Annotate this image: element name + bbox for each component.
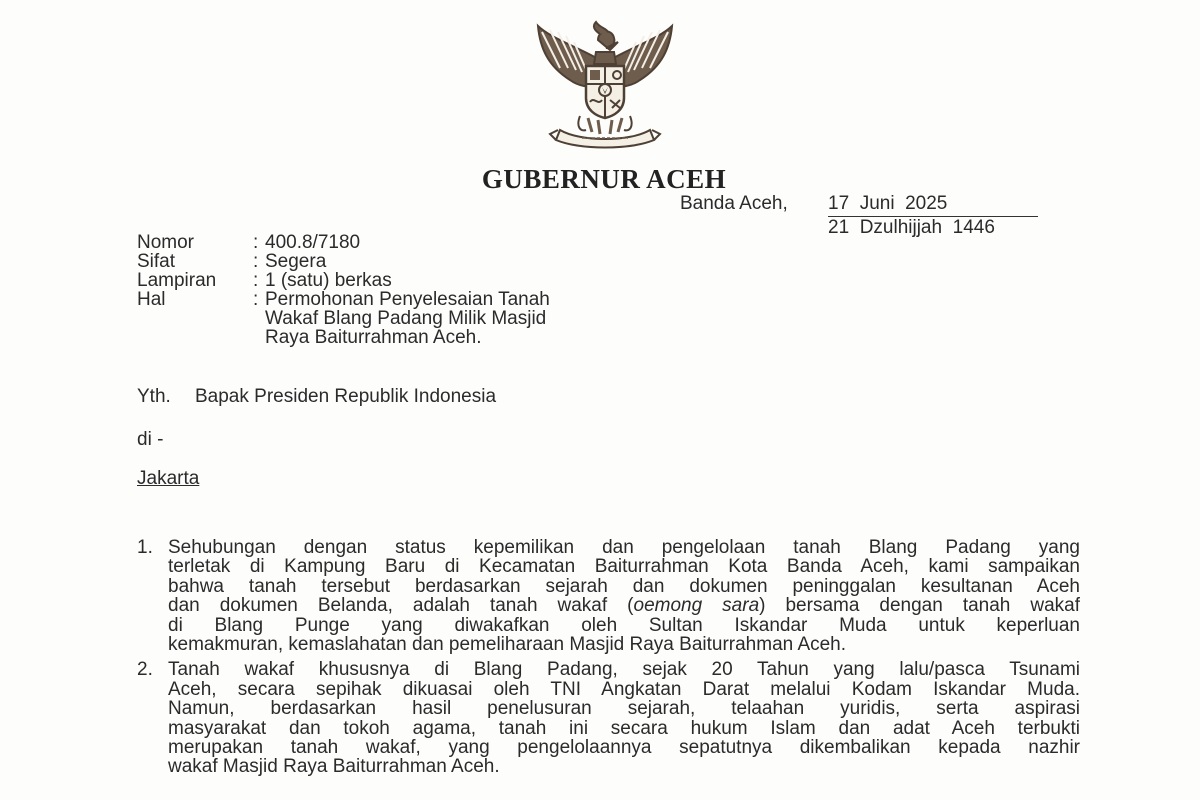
- paragraph-line: wakaf Masjid Raya Baiturrahman Aceh.: [168, 757, 500, 777]
- italic-term: oemong sara: [633, 596, 760, 616]
- meta-value-line: Segera: [265, 251, 327, 272]
- paragraph-line: [168, 596, 1080, 615]
- paragraph-line: masyarakat dan tokoh agama, tanah ini secara hukum Islam dan adat Aceh terbukti: [168, 718, 1080, 738]
- gregorian-date: 17 Juni 2025: [828, 193, 1038, 217]
- meta-value: [265, 271, 665, 290]
- paragraph-line: Namun, berdasarkan hasil penelusuran sejarah, telaahan yuridis, serta aspirasi: [168, 699, 1080, 719]
- recipient-city: Jakarta: [137, 468, 200, 489]
- recipient-di: di -: [137, 429, 164, 450]
- paragraph-line: bahwa tanah tersebut berdasarkan sejarah dan dokumen peninggalan kesultanan Aceh: [168, 576, 1080, 597]
- paragraph-line: di Blang Punge yang diwakafkan oleh Sultan Iskandar Muda untuk keperluan: [168, 615, 1080, 635]
- letterhead-title: [0, 164, 1200, 195]
- paragraph-1: [137, 538, 1080, 654]
- meta-colon: :: [253, 232, 259, 253]
- meta-value: [265, 290, 665, 347]
- paragraph-text: [168, 538, 1080, 654]
- paragraph-line: Tanah wakaf khususnya di Blang Padang, sejak 20 Tahun yang lalu/pasca Tsunami: [168, 660, 1080, 680]
- meta-value-line: Permohonan Penyelesaian Tanah: [265, 289, 550, 310]
- meta-value-line: 400.8/7180: [265, 232, 361, 253]
- meta-value-line: 1 (satu) berkas: [265, 270, 392, 291]
- paragraph-2: [137, 660, 1080, 776]
- meta-colon: :: [253, 270, 259, 291]
- line-start: dan dokumen Belanda, adalah tanah wakaf (: [168, 596, 634, 616]
- paragraph-number: 1.: [137, 537, 153, 558]
- recipient-name: Bapak Presiden Republik Indonesia: [195, 386, 497, 407]
- hijri-date: 21 Dzulhijjah 1446: [828, 217, 995, 238]
- paragraph-number: 2.: [137, 659, 153, 681]
- meta-colon: :: [253, 251, 259, 272]
- paragraph-line: Aceh, secara sepihak dikuasai oleh TNI Angkatan Darat melalui Kodam Iskandar Muda.: [168, 679, 1080, 700]
- meta-label: Nomor: [137, 232, 195, 253]
- paragraph-line: merupakan tanah wakaf, yang pengelolaannya sepatutnya dikembalikan kepada nazhir: [168, 737, 1080, 758]
- paragraph-line: kemakmuran, kemaslahatan dan pemeliharaan Masjid Raya Baiturrahman Aceh.: [168, 634, 847, 655]
- date-block: [680, 193, 1038, 239]
- line-end: ) bersama dengan tanah wakaf: [759, 596, 1080, 616]
- meta-colon: :: [253, 289, 259, 310]
- garuda-emblem-icon: [520, 18, 690, 150]
- recipient: [137, 386, 496, 408]
- meta-value: [265, 252, 665, 271]
- meta-row-lampiran: [137, 271, 665, 290]
- meta-row-nomor: [137, 233, 665, 252]
- meta-value-line: Wakaf Blang Padang Milik Masjid: [265, 308, 547, 329]
- date-place: Banda Aceh,: [680, 193, 788, 214]
- governor-title: GUBERNUR ACEH: [481, 164, 727, 194]
- meta-label: Sifat: [137, 251, 176, 272]
- meta-row-sifat: [137, 252, 665, 271]
- meta-value-line: Raya Baiturrahman Aceh.: [265, 327, 482, 348]
- letter-meta: [137, 233, 665, 347]
- meta-label: Hal: [137, 289, 166, 310]
- meta-value: [265, 233, 665, 252]
- paragraph-line: Sehubungan dengan status kepemilikan dan pengelolaan tanah Blang Padang yang: [168, 538, 1080, 558]
- letter-body: [137, 538, 1080, 783]
- paragraph-line: terletak di Kampung Baru di Kecamatan Baiturrahman Kota Banda Aceh, kami sampaikan: [168, 557, 1080, 577]
- paragraph-text: [168, 660, 1080, 776]
- meta-row-hal: [137, 290, 665, 347]
- meta-label: Lampiran: [137, 270, 217, 291]
- recipient-prefix: Yth.: [137, 386, 171, 407]
